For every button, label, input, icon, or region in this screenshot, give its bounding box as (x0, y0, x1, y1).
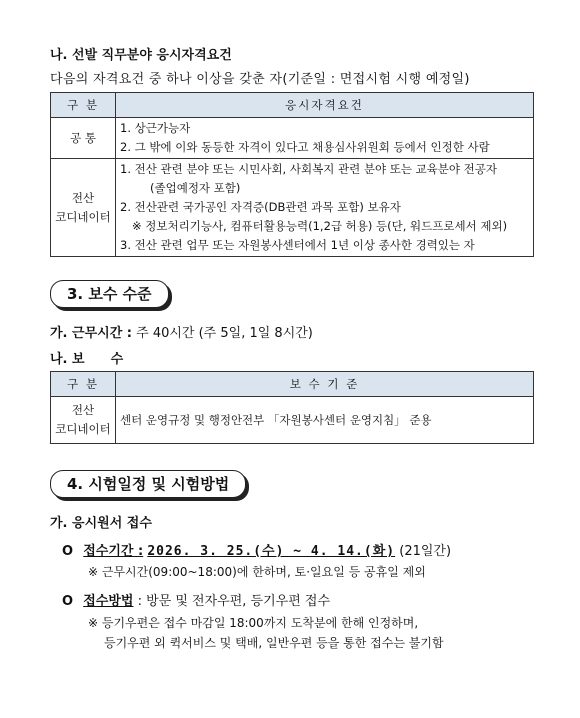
table-header-category: 구 분 (51, 372, 116, 397)
category-line: 코디네이터 (55, 209, 111, 224)
table-header-requirements: 응시자격요건 (116, 93, 534, 118)
application-method-value: : 방문 및 전자우편, 등기우편 접수 (137, 594, 331, 609)
row-requirements-common (116, 118, 534, 159)
pay-heading: 나. 보 수 (50, 352, 124, 367)
requirement-line: 3. 전산 관련 업무 또는 자원봉사센터에서 1년 이상 종사한 경력있는 자 (120, 238, 475, 252)
requirement-line: (졸업예정자 포함) (150, 181, 241, 195)
application-period-label: 접수기간 : (83, 544, 144, 559)
category-line: 전산 (71, 403, 95, 417)
category-line: 전산 (71, 190, 95, 205)
application-heading: 가. 응시원서 접수 (50, 516, 152, 531)
bullet-icon: O (62, 544, 74, 559)
application-method-note: ※ 등기우편은 접수 마감일 18:00까지 도착분에 한해 인정하며, (88, 616, 419, 630)
requirement-note: ※ 정보처리기능사, 컴퓨터활용능력(1,2급 허용) 등(단, 워드프로세서 제외) (132, 219, 508, 233)
row-category-it (51, 159, 116, 257)
table-header-pay-criteria: 보 수 기 준 (116, 372, 534, 397)
requirement-line: 2. 전산관련 국가공인 자격증(DB관련 과목 포함) 보유자 (120, 200, 401, 214)
row-category-common: 공 통 (51, 118, 116, 159)
qualification-table (50, 92, 534, 257)
requirement-line: 2. 그 밖에 이와 동등한 자격이 있다고 채용심사위원회 등에서 인정한 사람 (120, 140, 490, 154)
work-hours (50, 322, 313, 341)
application-method (62, 590, 330, 609)
application-method-note: 등기우편 외 퀵서비스 및 택배, 일반우편 등을 통한 접수는 불기함 (104, 636, 444, 650)
category-line: 코디네이터 (55, 422, 111, 436)
application-period-value: 2026. 3. 25.(수) ~ 4. 14.(화) (147, 544, 396, 559)
table-row (51, 397, 534, 444)
section-title-pay: 3. 보수 수준 (50, 280, 169, 308)
requirement-line: 1. 상근가능자 (120, 121, 191, 135)
table-row (51, 118, 534, 159)
row-category-it (51, 397, 116, 444)
work-hours-label: 가. 근무시간 : (50, 326, 132, 341)
table-row (51, 159, 534, 257)
requirement-line: 1. 전산 관련 분야 또는 시민사회, 사회복지 관련 분야 또는 교육분야 전공자 (120, 162, 497, 176)
row-pay-criteria: 센터 운영규정 및 행정안전부 「자원봉사센터 운영지침」 준용 (116, 397, 534, 444)
application-period (62, 540, 451, 559)
work-hours-value: 주 40시간 (주 5일, 1일 8시간) (136, 326, 313, 341)
application-method-label: 접수방법 (83, 594, 134, 609)
row-requirements-it (116, 159, 534, 257)
bullet-icon: O (62, 594, 74, 609)
qualification-intro: 다음의 자격요건 중 하나 이상을 갖춘 자(기준일 : 면접시험 시행 예정일) (50, 72, 470, 87)
application-period-note: ※ 근무시간(09:00~18:00)에 한하며, 토·일요일 등 공휴일 제외 (88, 565, 426, 579)
section-title-schedule: 4. 시험일정 및 시험방법 (50, 470, 246, 498)
pay-table (50, 371, 534, 444)
application-period-days: (21일간) (399, 544, 452, 559)
section-heading-qualification: 나. 선발 직무분야 응시자격요건 (50, 48, 232, 63)
table-header-category: 구 분 (51, 93, 116, 118)
